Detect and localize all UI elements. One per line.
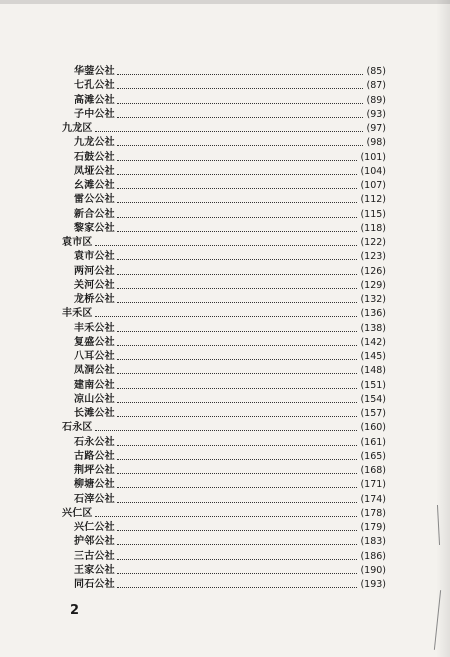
toc-entry-page: (171)	[360, 479, 386, 491]
toc-commune-row	[74, 221, 386, 235]
toc-entry-label: 八耳公社	[74, 351, 115, 362]
toc-commune-row	[74, 534, 386, 548]
dot-leader	[117, 259, 358, 260]
toc-entry-page: (178)	[360, 507, 386, 519]
dot-leader	[117, 388, 358, 389]
toc-entry-label: 幺滩公社	[74, 180, 115, 191]
toc-commune-row	[74, 164, 386, 178]
toc-entry-page: (101)	[360, 151, 386, 163]
toc-commune-row	[74, 321, 386, 335]
toc-commune-row	[74, 363, 386, 377]
toc-entry-label: 石永区	[62, 422, 93, 434]
toc-entry-label: 同石公社	[74, 579, 115, 590]
toc-commune-row	[74, 520, 386, 534]
toc-entry-label: 九龙公社	[74, 137, 115, 149]
toc-entry-page: (89)	[366, 94, 386, 106]
dot-leader	[95, 316, 358, 317]
toc-commune-row	[74, 93, 386, 107]
toc-entry-page: (138)	[360, 322, 386, 334]
dot-leader	[95, 131, 364, 132]
toc-commune-row	[74, 549, 386, 563]
toc-entry-label: 建南公社	[74, 379, 115, 391]
dot-leader	[95, 516, 358, 517]
dot-leader	[117, 74, 364, 75]
toc-entry-page: (161)	[360, 436, 386, 448]
dot-leader	[117, 530, 358, 531]
toc-entry-page: (190)	[360, 564, 386, 576]
toc-commune-row	[74, 406, 386, 420]
dot-leader	[95, 245, 358, 246]
toc-entry-page: (93)	[366, 108, 386, 120]
dot-leader	[117, 502, 358, 503]
toc-commune-row	[74, 264, 386, 278]
dot-leader	[117, 544, 358, 545]
toc-commune-row	[74, 64, 386, 78]
toc-entry-page: (136)	[360, 308, 386, 320]
toc-entry-label: 丰禾公社	[74, 322, 115, 334]
toc-commune-row	[74, 492, 386, 506]
toc-entry-page: (148)	[360, 365, 386, 377]
scan-edge-right	[436, 0, 450, 657]
dot-leader	[95, 430, 358, 431]
toc-commune-row	[74, 378, 386, 392]
toc-commune-row	[74, 135, 386, 149]
toc-entry-page: (107)	[360, 180, 386, 191]
dot-leader	[117, 559, 358, 560]
toc-entry-label: 龙桥公社	[74, 294, 115, 305]
toc-commune-row	[74, 392, 386, 406]
scan-edge-top	[0, 0, 450, 4]
toc-entry-label: 九龙区	[62, 123, 93, 134]
dot-leader	[117, 587, 358, 588]
dot-leader	[117, 103, 364, 104]
dot-leader	[117, 188, 358, 189]
page-number: 2	[70, 603, 80, 618]
toc-entry-page: (97)	[366, 123, 386, 134]
toc-entry-page: (85)	[366, 66, 386, 77]
toc-entry-label: 石永公社	[74, 436, 115, 448]
dot-leader	[117, 160, 358, 161]
dot-leader	[117, 445, 358, 446]
dot-leader	[117, 473, 358, 474]
toc-entry-label: 荆坪公社	[74, 465, 115, 476]
toc-entry-label: 凉山公社	[74, 393, 115, 405]
toc-entry-label: 高滩公社	[74, 94, 115, 106]
toc-entry-page: (193)	[360, 579, 386, 590]
toc-entry-label: 兴仁公社	[74, 522, 115, 533]
toc-entry-page: (87)	[366, 80, 386, 92]
dot-leader	[117, 174, 358, 175]
dot-leader	[117, 573, 358, 574]
dot-leader	[117, 202, 358, 203]
toc-commune-row	[74, 463, 386, 477]
dot-leader	[117, 459, 358, 460]
dot-leader	[117, 302, 358, 303]
toc-commune-row	[74, 278, 386, 292]
toc-entry-page: (154)	[360, 393, 386, 405]
toc-district-row	[62, 121, 386, 135]
toc-entry-page: (126)	[360, 265, 386, 277]
toc-entry-label: 黎家公社	[74, 222, 115, 234]
toc-entry-page: (104)	[360, 165, 386, 177]
toc-entry-label: 袁市区	[62, 237, 93, 248]
toc-commune-row	[74, 563, 386, 577]
dot-leader	[117, 145, 364, 146]
toc-district-row	[62, 306, 386, 320]
dot-leader	[117, 345, 358, 346]
toc-entry-label: 袁市公社	[74, 251, 115, 263]
toc-entry-page: (122)	[360, 237, 386, 248]
toc-entry-label: 王家公社	[74, 564, 115, 576]
toc-commune-row	[74, 349, 386, 363]
dot-leader	[117, 288, 358, 289]
toc-district-row	[62, 506, 386, 520]
dot-leader	[117, 217, 358, 218]
toc-entry-page: (186)	[360, 550, 386, 562]
dot-leader	[117, 331, 358, 332]
toc-district-row	[62, 420, 386, 434]
toc-entry-page: (112)	[360, 194, 386, 206]
toc-entry-label: 长滩公社	[74, 408, 115, 419]
toc-entry-label: 柳塘公社	[74, 479, 115, 491]
toc-commune-row	[74, 477, 386, 491]
toc-entry-label: 凤洞公社	[74, 365, 115, 377]
toc-commune-row	[74, 292, 386, 306]
toc-commune-row	[74, 150, 386, 164]
toc-entry-page: (160)	[360, 422, 386, 434]
dot-leader	[117, 117, 364, 118]
toc-commune-row	[74, 107, 386, 121]
toc-entry-label: 护邻公社	[74, 536, 115, 548]
dot-leader	[117, 88, 364, 89]
toc-entry-page: (145)	[360, 351, 386, 362]
toc-entry-label: 古路公社	[74, 450, 115, 462]
toc-commune-row	[74, 335, 386, 349]
dot-leader	[117, 373, 358, 374]
dot-leader	[117, 274, 358, 275]
toc-entry-page: (157)	[360, 408, 386, 419]
toc-entry-page: (168)	[360, 465, 386, 476]
toc-entry-label: 三古公社	[74, 550, 115, 562]
toc-entry-label: 华蓥公社	[74, 66, 115, 77]
toc-commune-row	[74, 192, 386, 206]
toc-entry-page: (118)	[360, 222, 386, 234]
dot-leader	[117, 416, 358, 417]
toc-entry-label: 子中公社	[74, 108, 115, 120]
dot-leader	[117, 231, 358, 232]
toc-entry-page: (151)	[360, 379, 386, 391]
toc-entry-page: (165)	[360, 450, 386, 462]
toc-entry-page: (129)	[360, 279, 386, 291]
toc-entry-label: 关河公社	[74, 279, 115, 291]
toc-entry-label: 石滓公社	[74, 493, 115, 505]
toc-commune-row	[74, 249, 386, 263]
toc-entry-label: 复盛公社	[74, 336, 115, 348]
toc-entry-page: (123)	[360, 251, 386, 263]
toc-entry-label: 雷公公社	[74, 194, 115, 206]
toc-commune-row	[74, 577, 386, 591]
toc-entry-label: 石鼓公社	[74, 151, 115, 163]
toc-entry-label: 凤垭公社	[74, 165, 115, 177]
dot-leader	[117, 487, 358, 488]
toc-commune-row	[74, 207, 386, 221]
toc-commune-row	[74, 78, 386, 92]
dot-leader	[117, 359, 358, 360]
toc-entry-label: 丰禾区	[62, 308, 93, 320]
toc-commune-row	[74, 435, 386, 449]
toc-entry-page: (183)	[360, 536, 386, 548]
dot-leader	[117, 402, 358, 403]
toc-commune-row	[74, 449, 386, 463]
toc-entry-label: 新合公社	[74, 208, 115, 220]
toc-entry-page: (98)	[366, 137, 386, 149]
toc-commune-row	[74, 178, 386, 192]
toc-entry-label: 七孔公社	[74, 80, 115, 92]
toc-district-row	[62, 235, 386, 249]
toc-entry-page: (132)	[360, 294, 386, 305]
toc-entry-page: (115)	[360, 208, 386, 220]
toc-entry-label: 兴仁区	[62, 507, 93, 519]
toc-entry-label: 两河公社	[74, 265, 115, 277]
toc-entry-page: (174)	[360, 493, 386, 505]
toc-entry-page: (142)	[360, 336, 386, 348]
toc-entry-page: (179)	[360, 522, 386, 533]
